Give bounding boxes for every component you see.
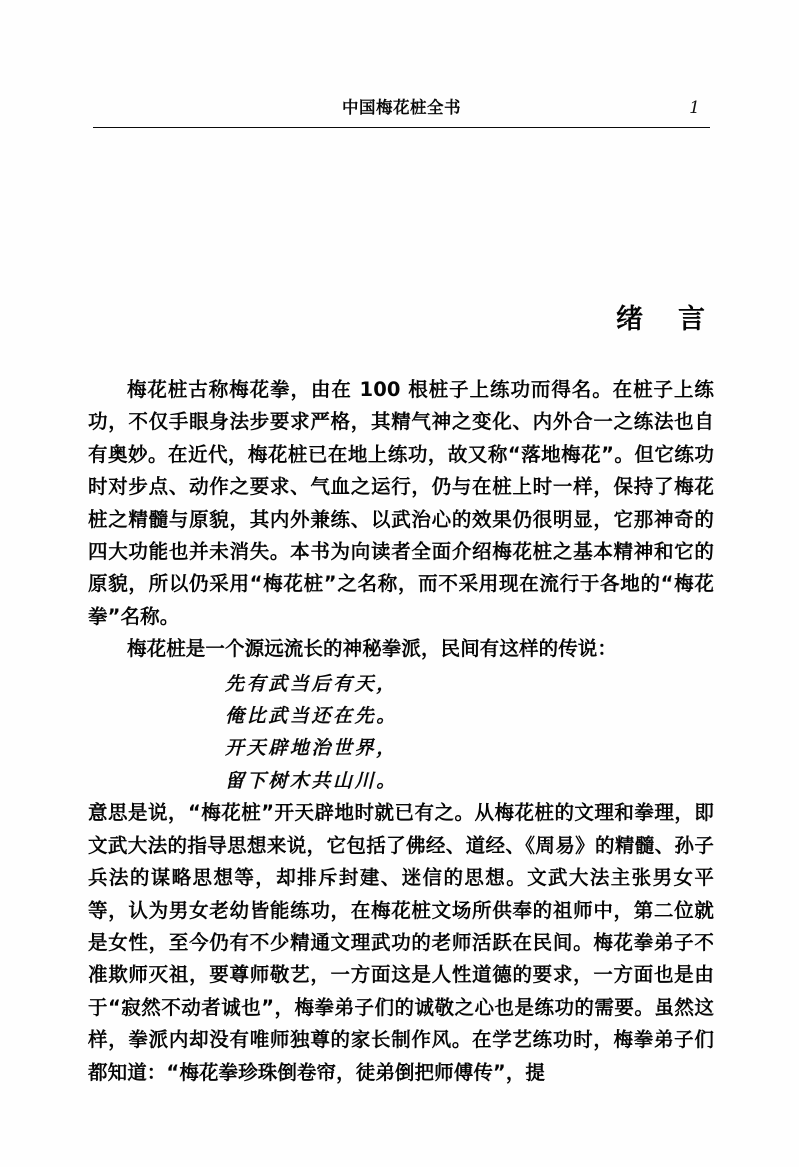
verse-line: 留下树木共山川。 (225, 769, 398, 792)
header-divider-rule (93, 127, 710, 128)
verse-block (88, 668, 714, 798)
body-paragraph-2: 梅花桩是一个源远流长的神秘拳派，民间有这样的传说： (127, 637, 618, 661)
page-body (88, 300, 714, 1089)
section-title (88, 300, 714, 340)
verse-line: 俺比武当还在先。 (225, 705, 398, 728)
running-head-title: 中国梅花桩全书 (342, 98, 461, 117)
verse-line: 开天辟地治世界， (225, 737, 398, 760)
section-title-part1: 绪 (616, 304, 644, 335)
section-title-part2: 言 (678, 304, 706, 335)
page-number: 1 (689, 98, 700, 118)
body-paragraph-1: 梅花桩古称梅花拳，由在 100 根桩子上练功而得名。在桩子上练功，不仅手眼身法步要求严格，其精气神之变化、内外合一之练法也自有奥妙。在近代，梅花桩已在地上练功，故又称“落地梅花”。但它练功时对步点、动作之要求、气血之运行，仍与在桩上时一样，保持了梅花桩之精髓与原貌，其内外兼练、以武治心的效果仍很明显，它那神奇的四大功能也并未消失。本书为向读者全面介绍梅花桩之基本精神和它的原貌，所以仍采用“梅花桩”之名称，而不采用现在流行于各地的“梅花拳”名称。 (88, 378, 714, 628)
verse-line: 先有武当后有天， (225, 672, 398, 695)
body-paragraph-3: 意思是说，“梅花桩”开天辟地时就已有之。从梅花桩的文理和拳理，即文武大法的指导思想来说，它包括了佛经、道经、《周易》的精髓、孙子兵法的谋略思想等，却排斥封建、迷信的思想。文武大法主张男女平等，认为男女老幼皆能练功，在梅花桩文场所供奉的祖师中，第二位就是女性，至今仍有不少精通文理武功的老师活跃在民间。梅花拳弟子不准欺师灭祖，要尊师敬艺，一方面这是人性道德的要求，一方面也是由于“寂然不动者诚也”，梅拳弟子们的诚敬之心也是练功的需要。虽然这样，拳派内却没有唯师独尊的家长制作风。在学艺练功时，梅拳弟子们都知道：“梅花拳珍珠倒卷帘，徒弟倒把师傅传”，提 (88, 801, 714, 1084)
running-head (93, 96, 710, 126)
